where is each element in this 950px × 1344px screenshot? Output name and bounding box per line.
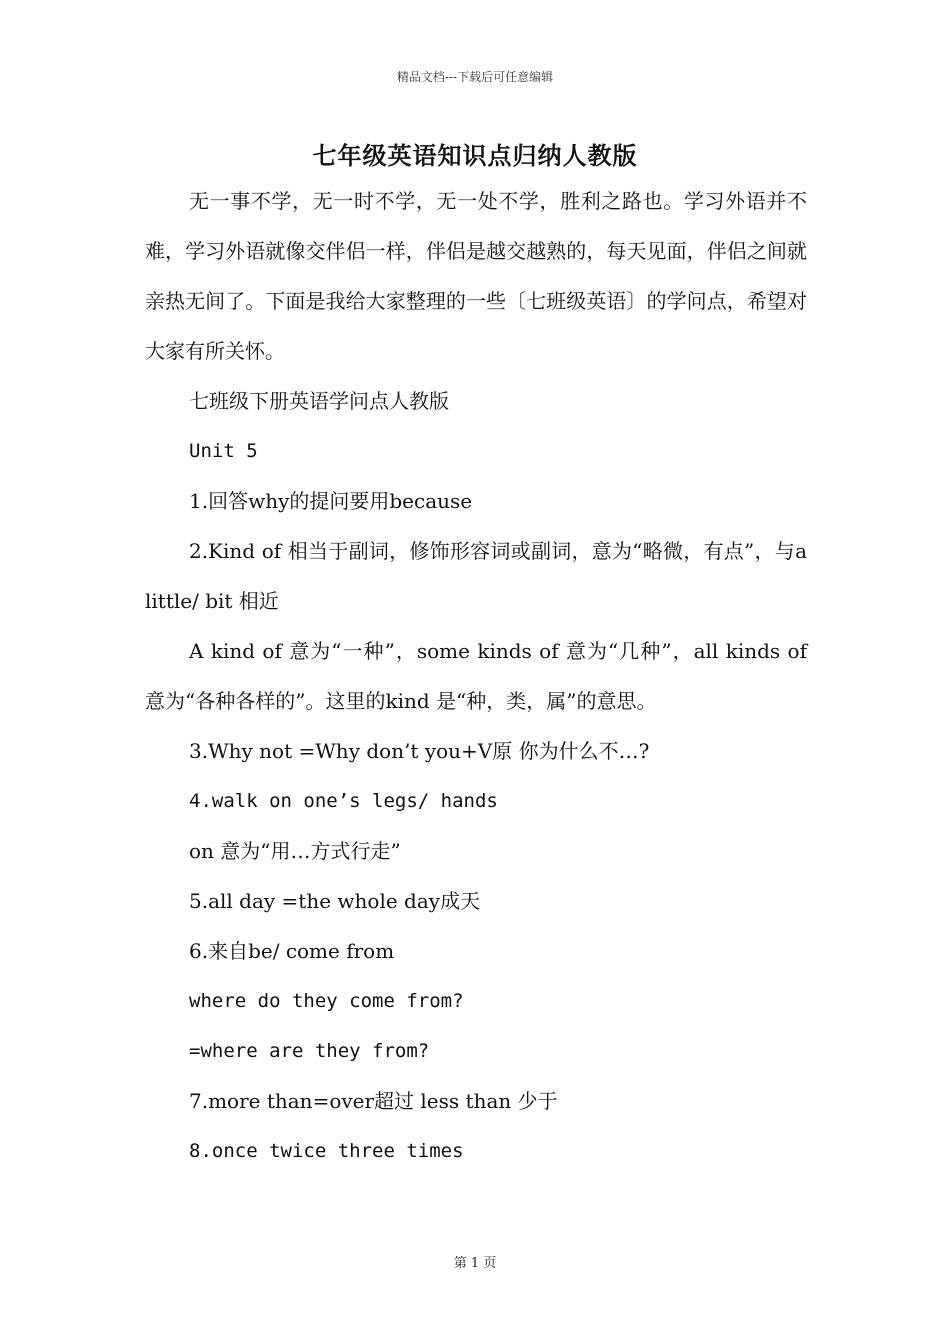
page-header: 精品文档---下载后可任意编辑	[396, 70, 554, 84]
document-body	[145, 176, 807, 1176]
unit-heading: Unit 5	[189, 440, 258, 462]
point-5: 5.all day =the whole day成天	[189, 889, 481, 913]
point-6: 6.来自be/ come from	[189, 939, 395, 963]
section-heading: 七班级下册英语学问点人教版	[189, 389, 449, 413]
document-title: 七年级英语知识点归纳人教版	[312, 141, 638, 170]
point-4: 4.walk on one’s legs/ hands	[189, 790, 498, 812]
point-2-detail: A kind of 意为“一种”，some kinds of 意为“几种”，all kinds of 意为“各种各样的”。这里的kind 是“种，类，属”的意思。	[145, 639, 807, 713]
point-6-example-2: =where are they from?	[189, 1040, 430, 1062]
point-1: 1.回答why的提问要用because	[189, 489, 473, 513]
point-8: 8.once twice three times	[189, 1140, 464, 1162]
point-3: 3.Why not =Why don’t you+V原 你为什么不…?	[189, 739, 650, 763]
point-4-detail: on 意为“用…方式行走”	[189, 839, 401, 863]
point-7: 7.more than=over超过 less than 少于	[189, 1089, 558, 1113]
point-6-example-1: where do they come from?	[189, 990, 464, 1012]
page-number: 第 1 页	[453, 1256, 497, 1271]
point-2: 2.Kind of 相当于副词，修饰形容词或副词，意为“略微，有点”，与a little/ bit 相近	[145, 539, 807, 613]
intro-paragraph: 无一事不学，无一时不学，无一处不学，胜利之路也。学习外语并不难，学习外语就像交伴侣一样，伴侣是越交越熟的，每天见面，伴侣之间就亲热无间了。下面是我给大家整理的一些〔七班级英语〕的学问点，希望对大家有所关怀。	[145, 189, 807, 363]
